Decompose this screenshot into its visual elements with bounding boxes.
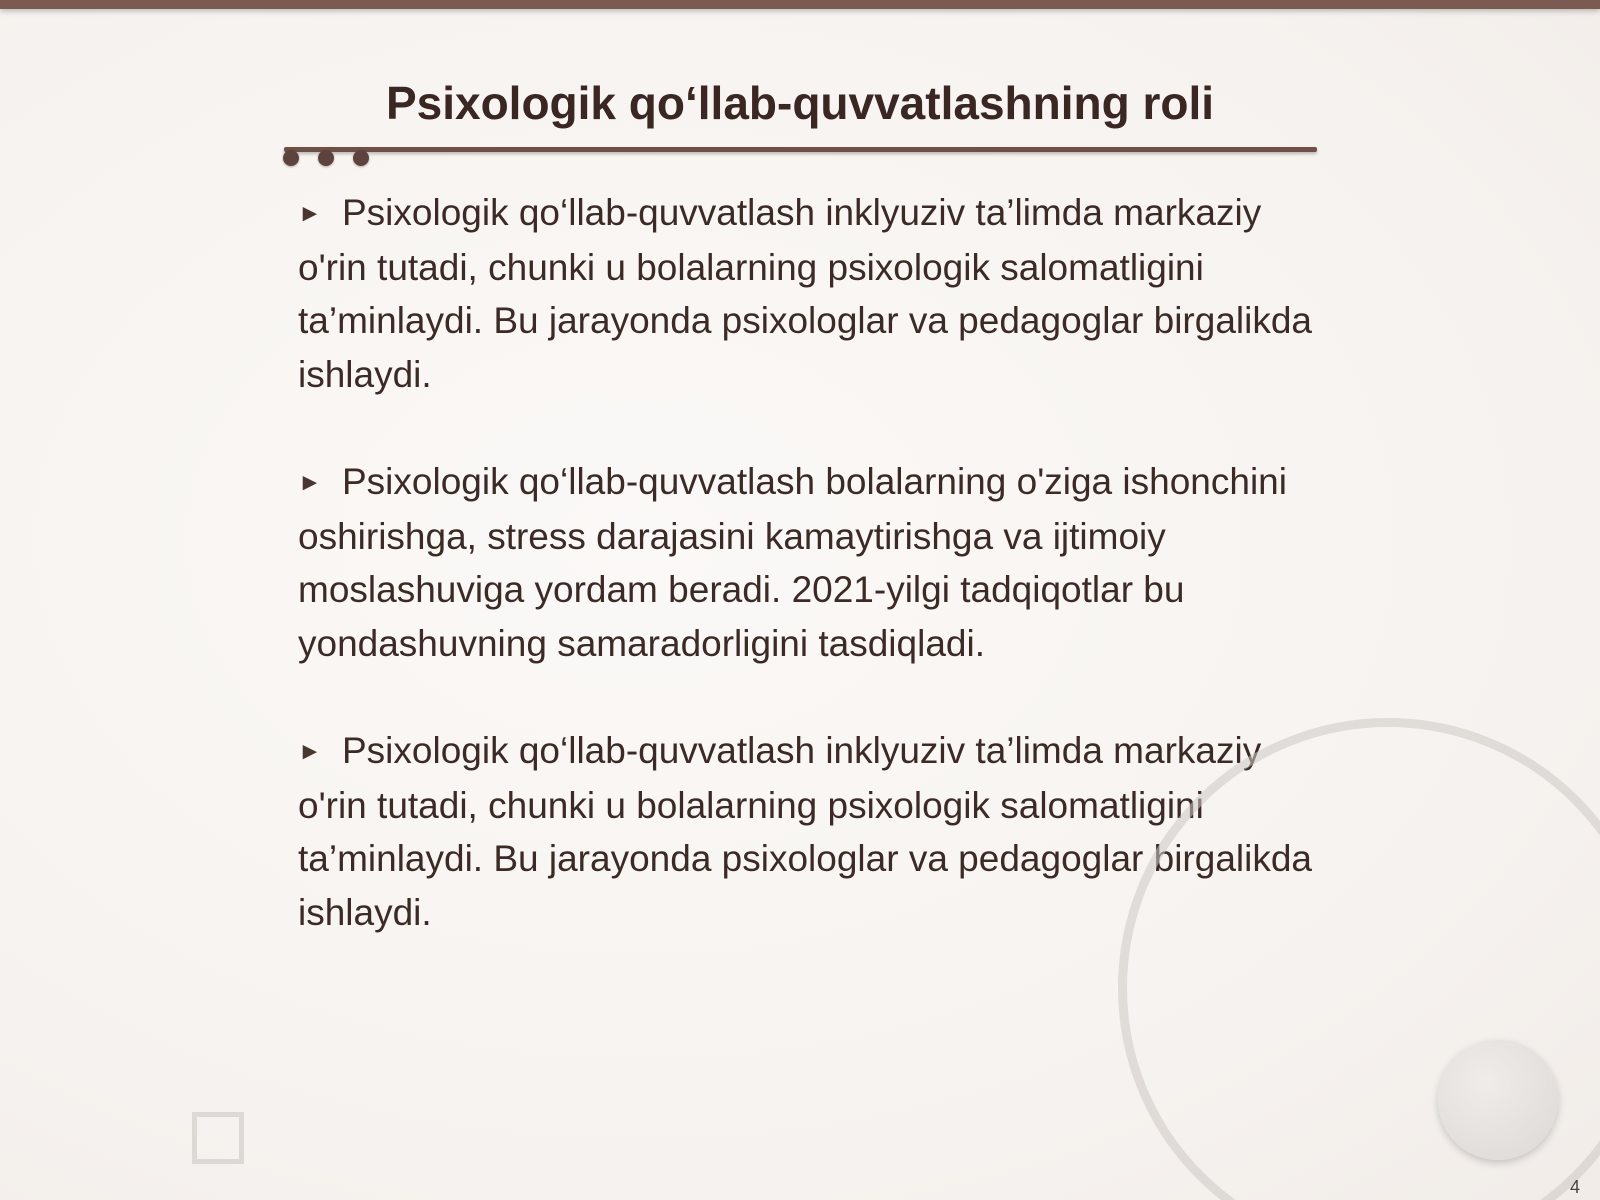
underline-dot-2: [318, 150, 334, 166]
bullet-text: Psixologik qo‘llab-quvvatlash bolalarning o'ziga ishonchini oshirishga, stress darajasini kamaytirishga va ijtimoiy moslashuviga yordam beradi. 2021-yilgi tadqiqotlar bu yondashuvning samaradorligini tasdiqladi.: [298, 461, 1287, 664]
bullet-arrow-icon: ►: [298, 469, 322, 496]
top-accent-bar: [0, 0, 1600, 9]
decorative-circle: [1438, 1040, 1558, 1160]
bullet-item-2: [298, 455, 1318, 670]
title-underline: [284, 147, 1317, 152]
slide-title: Psixologik qo‘llab-quvvatlashning roli: [385, 77, 1215, 129]
bullet-arrow-icon: ►: [298, 738, 322, 765]
underline-dot-1: [283, 150, 299, 166]
bullet-text: Psixologik qo‘llab-quvvatlash inklyuziv ta’limda markaziy o'rin tutadi, chunki u bolalarning psixologik salomatligini ta’minlaydi. Bu jarayonda psixologlar va pedagoglar birgalikda ishlaydi.: [298, 730, 1312, 933]
bullet-item-1: [298, 186, 1318, 401]
decorative-square: [192, 1112, 244, 1164]
bullet-text: Psixologik qo‘llab-quvvatlash inklyuziv ta’limda markaziy o'rin tutadi, chunki u bolalarning psixologik salomatligini ta’minlaydi. Bu jarayonda psixologlar va pedagoglar birgalikda ishlaydi.: [298, 192, 1312, 395]
underline-dot-3: [353, 150, 369, 166]
page-number: 4: [1569, 1177, 1580, 1197]
bullet-arrow-icon: ►: [298, 200, 322, 227]
